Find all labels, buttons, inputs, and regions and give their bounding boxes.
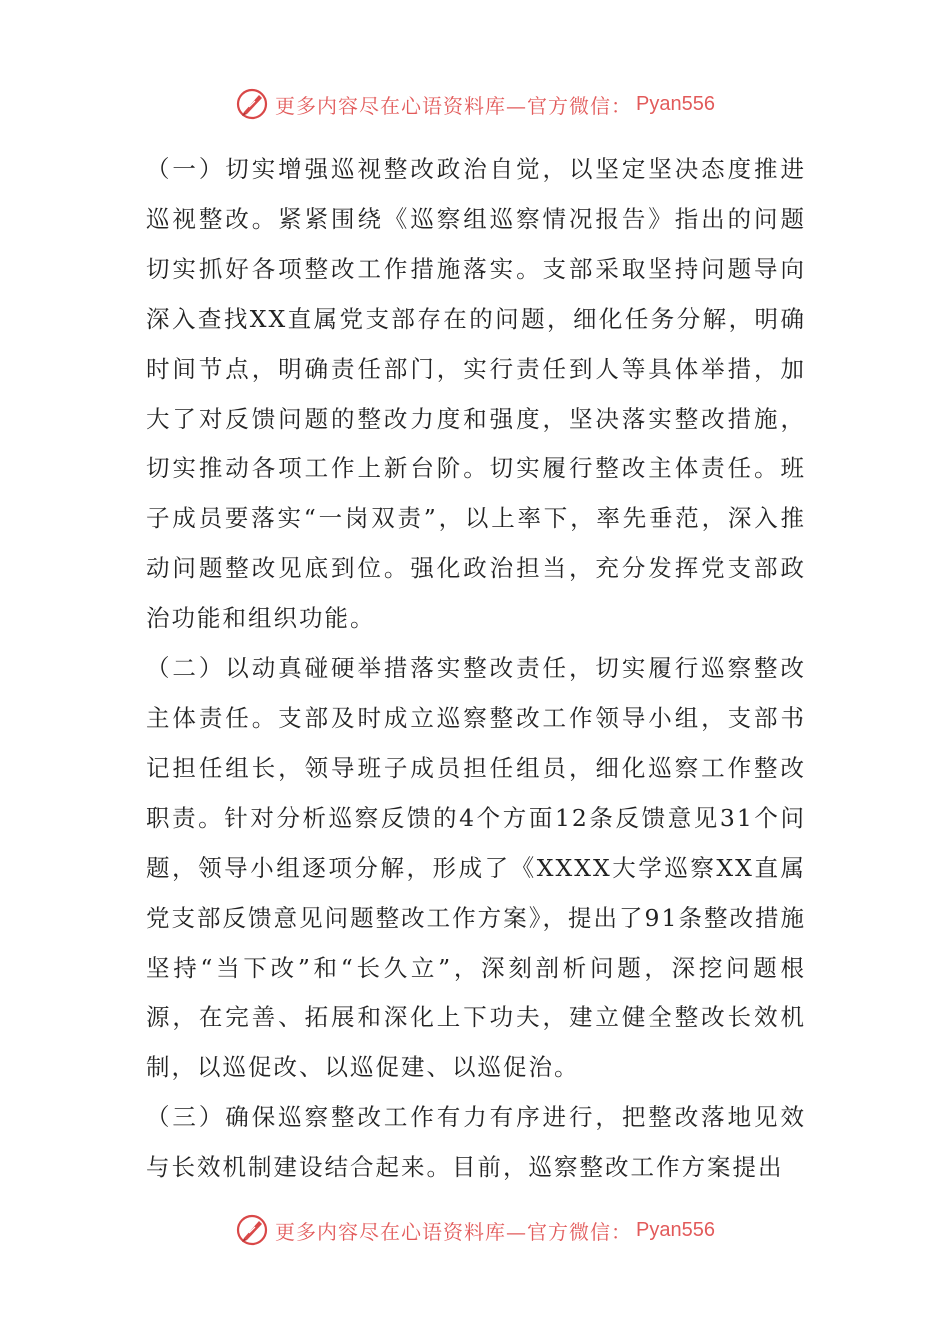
paragraph-three: （三）确保巡察整改工作有力有序进行，把整改落地见效与长效机制建设结合起来。目前，巡察整改工作方案提出 — [146, 1103, 806, 1182]
document-body — [146, 145, 806, 1193]
watermark-handle: Pyan556 — [636, 92, 715, 115]
watermark-handle: Pyan556 — [636, 1218, 715, 1241]
watermark-banner-bottom — [0, 1210, 950, 1250]
quill-pen-icon — [235, 1213, 269, 1247]
quill-pen-icon — [235, 87, 269, 121]
paragraph-two: （二）以动真碰硬举措落实整改责任，切实履行巡察整改主体责任。支部及时成立巡察整改工作领导小组，支部书记担任组长，领导班子成员担任组员，细化巡察工作整改职责。针对分析巡察反馈的4个方面12条反馈意见31个问题，领导小组逐项分解，形成了《XXXX大学巡察XX直属党支部反馈意见问题整改工作方案》，提出了91条整改措施坚持“当下改”和“长久立”，深刻剖析问题，深挖问题根源，在完善、拓展和深化上下功夫，建立健全整改长效机制，以巡促改、以巡促建、以巡促治。 — [146, 654, 806, 1082]
watermark-banner-top — [0, 84, 950, 124]
paragraph-one: （一）切实增强巡视整改政治自觉，以坚定坚决态度推进巡视整改。紧紧围绕《巡察组巡察情况报告》指出的问题切实抓好各项整改工作措施落实。支部采取坚持问题导向深入查找XX直属党支部存在的问题，细化任务分解，明确时间节点，明确责任部门，实行责任到人等具体举措，加大了对反馈问题的整改力度和强度，坚决落实整改措施，切实推动各项工作上新台阶。切实履行整改主体责任。班子成员要落实“一岗双责”，以上率下，率先垂范，深入推动问题整改见底到位。强化政治担当，充分发挥党支部政治功能和组织功能。 — [146, 155, 806, 633]
watermark-text: 更多内容尽在心语资料库—官方微信： — [275, 93, 633, 118]
watermark-text: 更多内容尽在心语资料库—官方微信： — [275, 1219, 633, 1244]
